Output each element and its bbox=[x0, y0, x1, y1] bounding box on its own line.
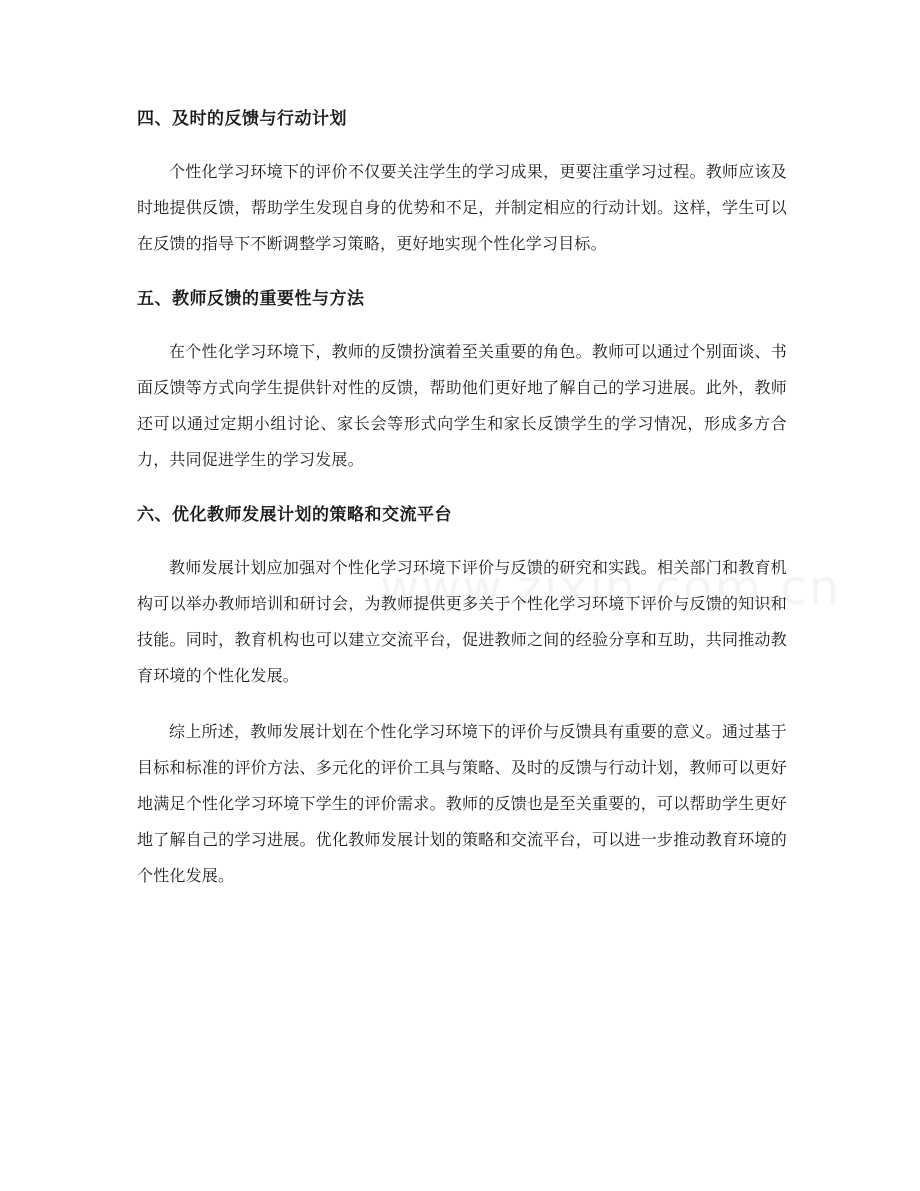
section-6-paragraph: 教师发展计划应加强对个性化学习环境下评价与反馈的研究和实践。相关部门和教育机构可以举办教师培训和研讨会，为教师提供更多关于个性化学习环境下评价与反馈的知识和技能。同时，教育机构也可以建立交流平台，促进教师之间的经验分享和互助，共同推动教育环境的个性化发展。 bbox=[137, 558, 787, 685]
section-5-paragraph: 在个性化学习环境下，教师的反馈扮演着至关重要的角色。教师可以通过个别面谈、书面反馈等方式向学生提供针对性的反馈，帮助他们更好地了解自己的学习进展。此外，教师还可以通过定期小组讨论、家长会等形式向学生和家长反馈学生的学习情况，形成多方合力，共同促进学生的学习发展。 bbox=[137, 342, 787, 469]
section-4-paragraph: 个性化学习环境下的评价不仅要关注学生的学习成果，更要注重学习过程。教师应该及时地提供反馈，帮助学生发现自身的优势和不足，并制定相应的行动计划。这样，学生可以在反馈的指导下不断调整学习策略，更好地实现个性化学习目标。 bbox=[137, 162, 787, 253]
section-6-heading: 六、优化教师发展计划的策略和交流平台 bbox=[137, 505, 452, 525]
document-body bbox=[137, 104, 787, 916]
section-5-heading: 五、教师反馈的重要性与方法 bbox=[137, 289, 365, 309]
conclusion-paragraph: 综上所述，教师发展计划在个性化学习环境下的评价与反馈具有重要的意义。通过基于目标和标准的评价方法、多元化的评价工具与策略、及时的反馈与行动计划，教师可以更好地满足个性化学习环境下学生的评价需求。教师的反馈也是至关重要的，可以帮助学生更好地了解自己的学习进展。优化教师发展计划的策略和交流平台，可以进一步推动教育环境的个性化发展。 bbox=[137, 722, 787, 885]
section-4-heading: 四、及时的反馈与行动计划 bbox=[137, 109, 347, 129]
